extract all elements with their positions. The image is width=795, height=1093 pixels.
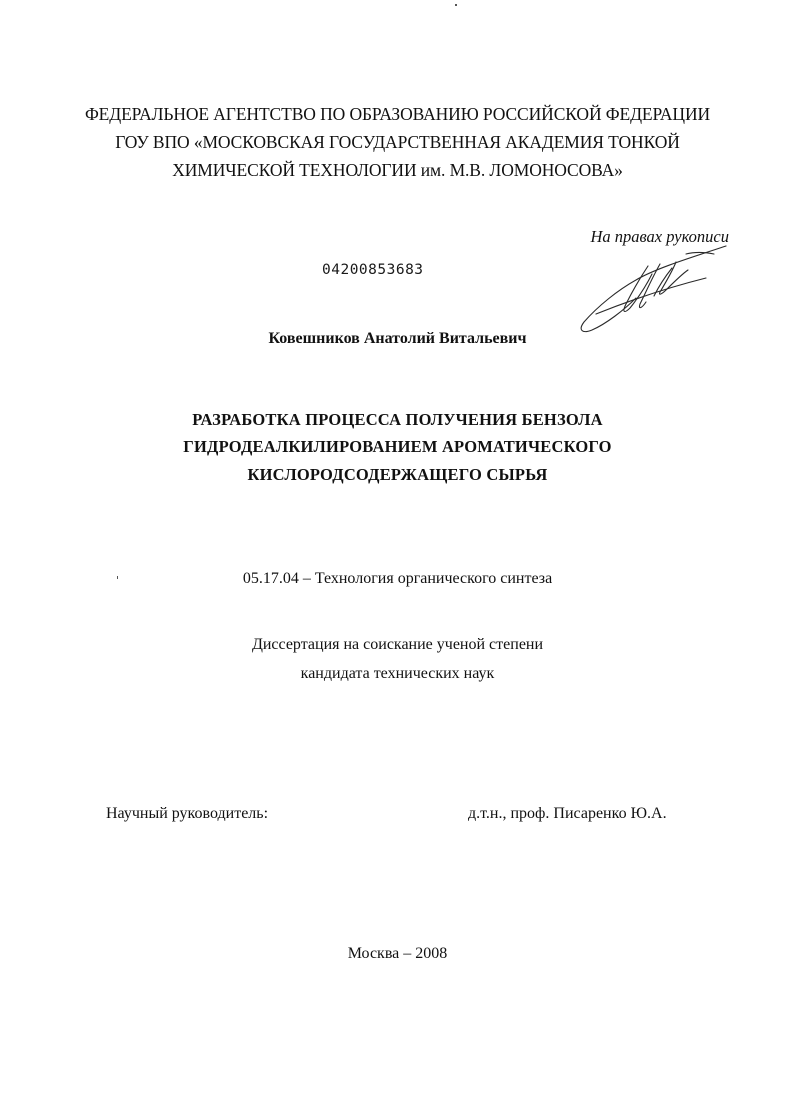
title-line-2: ГИДРОДЕАЛКИЛИРОВАНИЕМ АРОМАТИЧЕСКОГО <box>183 437 612 456</box>
place-year: Москва – 2008 <box>347 945 448 962</box>
institution-line-1: ФЕДЕРАЛЬНОЕ АГЕНТСТВО ПО ОБРАЗОВАНИЮ РОССИЙСКОЙ ФЕДЕРАЦИИ <box>84 104 711 124</box>
supervisor-label: Научный руководитель: <box>106 805 269 822</box>
degree-line-1: Диссертация на соискание ученой степени <box>251 636 544 653</box>
title-line-3: КИСЛОРОДСОДЕРЖАЩЕГО СЫРЬЯ <box>247 465 548 484</box>
institution-line-3: ХИМИЧЕСКОЙ ТЕХНОЛОГИИ им. М.В. ЛОМОНОСОВА» <box>172 160 623 180</box>
manuscript-note: На правах рукописи <box>590 227 729 246</box>
title-line-1: РАЗРАБОТКА ПРОЦЕССА ПОЛУЧЕНИЯ БЕНЗОЛА <box>192 410 603 429</box>
signature <box>576 244 736 336</box>
degree-line-2: кандидата технических наук <box>300 665 495 682</box>
specialty: 05.17.04 – Технология органического синтеза <box>242 570 553 587</box>
author-name: Ковешников Анатолий Витальевич <box>268 330 527 347</box>
scan-speck-top <box>455 4 457 6</box>
institution-line-2: ГОУ ВПО «МОСКОВСКАЯ ГОСУДАРСТВЕННАЯ АКАДЕМИЯ ТОНКОЙ <box>115 132 680 152</box>
supervisor-name: д.т.н., проф. Писаренко Ю.А. <box>468 805 667 822</box>
serial-number: 04200853683 <box>322 262 424 278</box>
